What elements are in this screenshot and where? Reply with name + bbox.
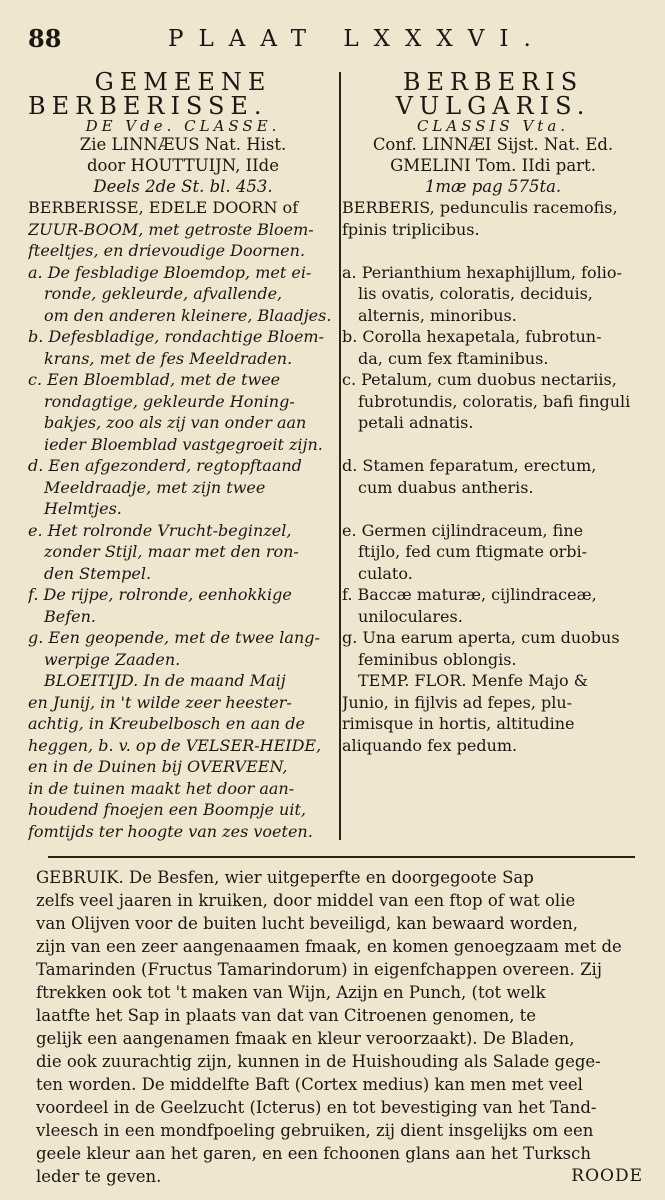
text-line: krans, met de fes Meeldraden.: [44, 348, 293, 368]
text-line: b. Corolla hexapetala, fubrotun-: [342, 327, 602, 346]
text-line: bakjes, zoo als zij van onder aan: [44, 413, 307, 432]
text-line: ten worden. De middelfte Baft (Cortex medius) kan men met veel: [36, 1075, 583, 1094]
latin-class: CLASSIS Vta.: [416, 117, 570, 135]
text-line: fteeltjes, en drievoudige Doornen.: [28, 241, 306, 260]
text-line: BLOEITIJD. In de maand Maij: [44, 671, 286, 690]
text-line: d. Stamen feparatum, erectum,: [342, 456, 597, 475]
text-line: [342, 240, 644, 262]
text-line: en Junij, in 't wilde zeer heester-: [28, 692, 292, 712]
text-line: c. Een Bloemblad, met de twee: [28, 370, 281, 389]
text-line: lis ovatis, coloratis, deciduis,: [358, 284, 593, 303]
text-line: uniloculares.: [358, 606, 463, 626]
latin-description: [342, 197, 644, 756]
text-line: f. De rijpe, rolronde, eenhokkige: [28, 585, 292, 604]
latin-reference: [342, 134, 644, 197]
text-line: leder te geven.: [36, 1167, 162, 1186]
text-line: [342, 498, 644, 520]
latin-ref-line: Conf. LINNÆI Sijst. Nat. Ed.: [372, 135, 614, 154]
page-header: [28, 24, 645, 58]
dutch-description: [28, 197, 338, 842]
text-line: c. Petalum, cum duobus nectariis,: [342, 370, 617, 389]
text-line: achtig, in Kreubelbosch en aan de: [28, 714, 305, 733]
dutch-ref-line: door HOUTTUIJN, IIde: [87, 156, 279, 175]
text-line: Helmtjes.: [44, 499, 122, 518]
text-line: Junio, in fijlvis ad fepes, plu-: [342, 692, 573, 712]
text-line: heggen, b. v. op de VELSER-HEIDE,: [28, 735, 322, 755]
text-line: zijn van een zeer aangenaamen fmaak, en komen genoegzaam met de: [36, 937, 622, 956]
text-line: feminibus oblongis.: [358, 649, 517, 669]
latin-title-line1: BERBERIS: [402, 70, 584, 94]
dutch-ref-line: Zie LINNÆUS Nat. Hist.: [79, 135, 287, 154]
dutch-title-line2: BERBERISSE.: [28, 94, 268, 118]
text-line: ftijlo, fed cum ftigmate orbi-: [358, 542, 588, 561]
text-line: ieder Bloemblad vastgegroeit zijn.: [44, 434, 323, 454]
text-line: rimisque in hortis, altitudine: [342, 714, 575, 733]
text-line: [342, 434, 644, 456]
text-line: BERBERISSE, EDELE DOORN of: [28, 198, 299, 217]
catchword: ROODE: [571, 1166, 643, 1186]
text-line: a. Perianthium hexaphijllum, folio-: [342, 262, 622, 282]
text-line: den Stempel.: [44, 563, 152, 583]
text-line: geele kleur aan het garen, en een fchoonen glans aan het Turksch: [36, 1144, 591, 1163]
text-line: houdend fnoejen een Boompje uit,: [28, 800, 306, 819]
latin-column: [342, 70, 644, 756]
dutch-class: DE Vde. CLASSE.: [85, 117, 281, 135]
text-line: ZUUR-BOOM, met getroste Bloem-: [28, 219, 314, 239]
latin-title-line2: VULGARIS.: [395, 94, 591, 118]
latin-ref-line: 1mæ pag 575ta.: [424, 177, 562, 196]
usage-paragraph: [36, 866, 645, 1188]
text-line: Meeldraadje, met zijn twee: [44, 477, 266, 497]
text-line: in de tuinen maakt het door aan-: [28, 778, 295, 798]
text-line: van Olijven voor de buiten lucht beveiligd, kan bewaard worden,: [36, 914, 578, 933]
text-line: BERBERIS, pedunculis racemofis,: [342, 198, 618, 217]
text-line: e. Germen cijlindraceum, fine: [342, 520, 584, 540]
page-number: 88: [28, 24, 62, 53]
text-line: fomtijds ter hoogte van zes voeten.: [28, 821, 313, 841]
section-divider: [48, 856, 635, 858]
text-line: f. Baccæ maturæ, cijlindraceæ,: [342, 585, 597, 604]
text-line: rondagtige, gekleurde Honing-: [44, 391, 295, 411]
text-line: werpige Zaaden.: [44, 649, 181, 669]
text-line: cum duabus antheris.: [358, 477, 534, 497]
text-line: laatfte het Sap in plaats van dat van Citroenen genomen, te: [36, 1006, 537, 1025]
text-line: da, cum fex ftaminibus.: [358, 348, 549, 368]
dutch-title-line1: GEMEENE: [94, 70, 272, 94]
text-line: g. Een geopende, met de twee lang-: [28, 628, 320, 647]
plate-title: PLAAT LXXXVI.: [168, 26, 546, 52]
text-line: a. De fesbladige Bloemdop, met ei-: [28, 262, 312, 282]
text-line: petali adnatis.: [358, 413, 474, 432]
text-line: fubrotundis, coloratis, bafi finguli: [358, 391, 631, 411]
text-line: culato.: [358, 563, 413, 583]
text-line: b. Defesbladige, rondachtige Bloem-: [28, 327, 324, 346]
text-line: g. Una earum aperta, cum duobus: [342, 628, 620, 647]
text-line: zelfs veel jaaren in kruiken, door middel van een ftop of wat olie: [36, 891, 576, 910]
text-line: alternis, minoribus.: [358, 305, 517, 325]
dutch-ref-line: Deels 2de St. bl. 453.: [93, 177, 273, 196]
text-line: voordeel in de Geelzucht (Icterus) en tot bevestiging van het Tand-: [36, 1098, 597, 1117]
text-line: d. Een afgezonderd, regtopftaand: [28, 456, 302, 475]
text-line: GEBRUIK. De Besfen, wier uitgeperfte en doorgegoote Sap: [36, 868, 534, 887]
text-line: vleesch in een mondfpoeling gebruiken, zij dient insgelijks om een: [36, 1121, 594, 1140]
text-line: Tamarinden (Fructus Tamarindorum) in eigenfchappen overeen. Zij: [36, 960, 602, 979]
latin-ref-line: GMELINI Tom. IIdi part.: [390, 156, 596, 175]
text-line: TEMP. FLOR. Menfe Majo &: [358, 671, 588, 690]
text-line: ronde, gekleurde, afvallende,: [44, 284, 283, 303]
dutch-column: [28, 70, 338, 842]
text-line: e. Het rolronde Vrucht-beginzel,: [28, 520, 292, 540]
text-line: ftrekken ook tot 't maken van Wijn, Azijn en Punch, (tot welk: [36, 983, 546, 1002]
text-line: gelijk een aangenamen fmaak en kleur veroorzaakt). De Bladen,: [36, 1029, 575, 1048]
text-line: om den anderen kleinere, Blaadjes.: [44, 305, 332, 325]
text-line: en in de Duinen bij OVERVEEN,: [28, 757, 288, 776]
text-line: fpinis triplicibus.: [342, 219, 480, 239]
text-line: Befen.: [44, 606, 97, 626]
column-divider: [339, 72, 341, 840]
text-line: aliquando fex pedum.: [342, 735, 518, 755]
text-line: die ook zuurachtig zijn, kunnen in de Huishouding als Salade gege-: [36, 1052, 601, 1071]
dutch-reference: [28, 134, 338, 197]
text-line: zonder Stijl, maar met den ron-: [44, 542, 299, 561]
